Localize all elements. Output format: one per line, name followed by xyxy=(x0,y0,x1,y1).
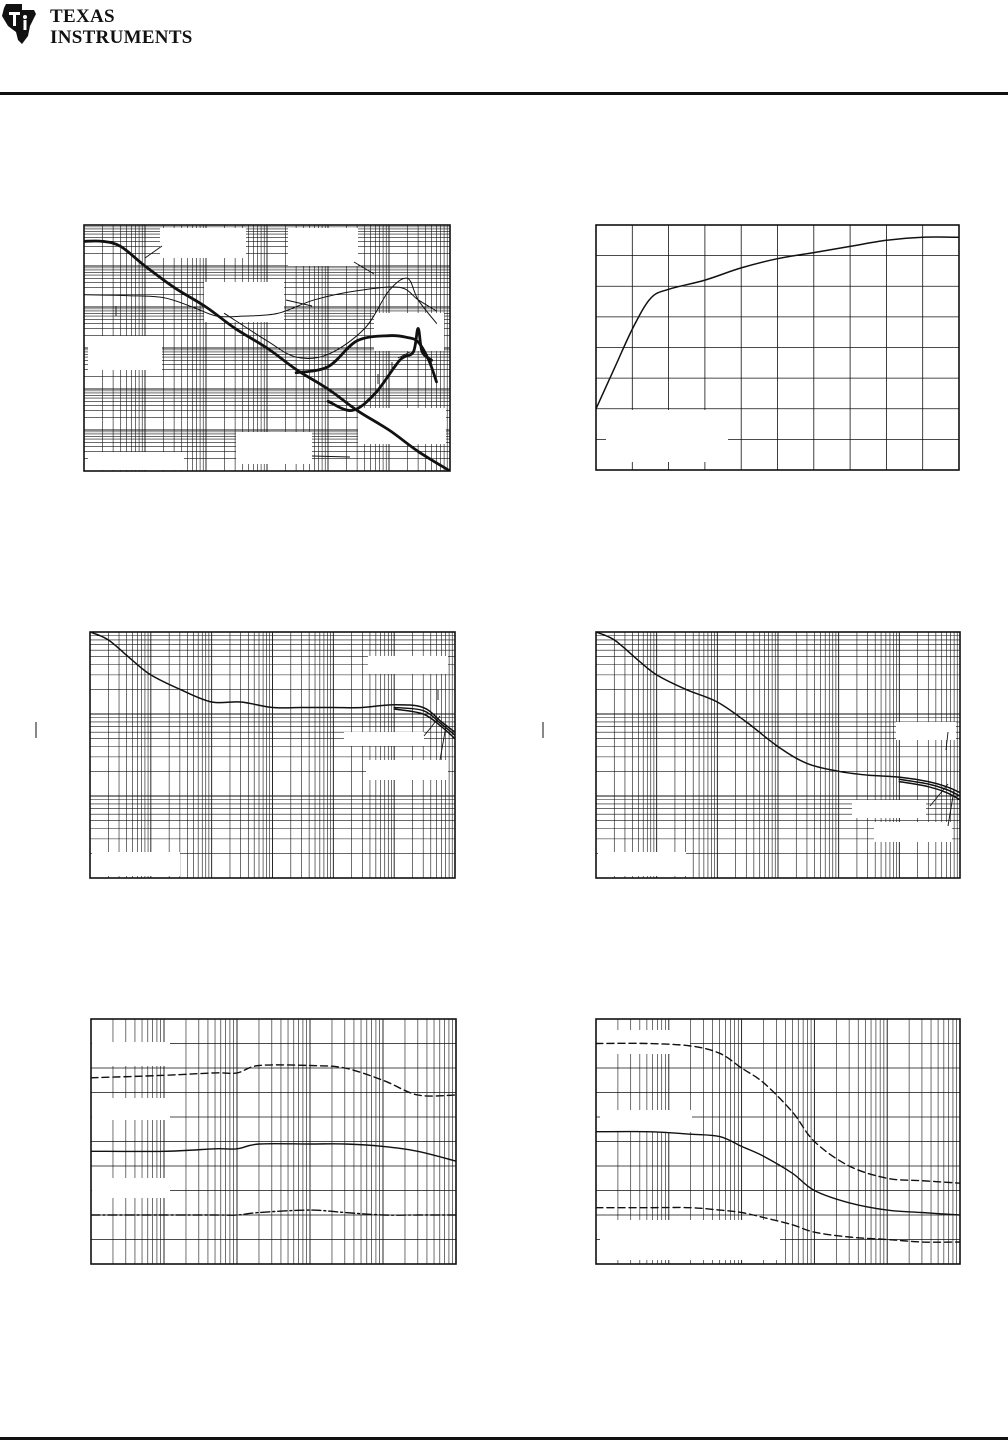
series-line-2 xyxy=(91,1144,456,1162)
label-box xyxy=(92,1178,170,1198)
label-box xyxy=(598,852,686,876)
label-box xyxy=(374,313,444,351)
chart-6 xyxy=(596,1019,960,1264)
label-box xyxy=(874,822,952,842)
series-line-2 xyxy=(596,1132,960,1215)
label-box xyxy=(92,852,180,876)
label-box xyxy=(88,452,184,470)
label-box xyxy=(852,800,926,818)
brand-line-1: TEXAS xyxy=(50,6,115,27)
label-box xyxy=(88,336,162,370)
annotation-arrow xyxy=(440,726,446,760)
label-box xyxy=(236,432,312,464)
chart-4 xyxy=(596,632,960,878)
label-box xyxy=(366,760,448,780)
label-box xyxy=(288,228,358,266)
series-line-3 xyxy=(91,1210,456,1215)
label-box xyxy=(92,1042,170,1066)
chart-3 xyxy=(90,632,455,878)
chart-series-group xyxy=(596,1043,960,1242)
brand-line-2: INSTRUMENTS xyxy=(50,27,193,48)
annotation-arrows xyxy=(36,246,954,826)
label-box xyxy=(160,228,246,258)
label-box xyxy=(344,732,424,746)
label-box xyxy=(600,1110,692,1132)
label-box xyxy=(368,656,448,674)
label-box xyxy=(600,1220,780,1260)
chart-1 xyxy=(84,225,450,471)
label-box xyxy=(606,410,728,462)
series-line-1 xyxy=(91,1065,456,1096)
label-box xyxy=(92,1098,170,1120)
annotation-arrow xyxy=(312,456,350,457)
annotation-arrow xyxy=(145,246,162,258)
label-box xyxy=(600,1030,690,1054)
chart-2 xyxy=(596,225,959,470)
chart-5 xyxy=(91,1019,456,1264)
